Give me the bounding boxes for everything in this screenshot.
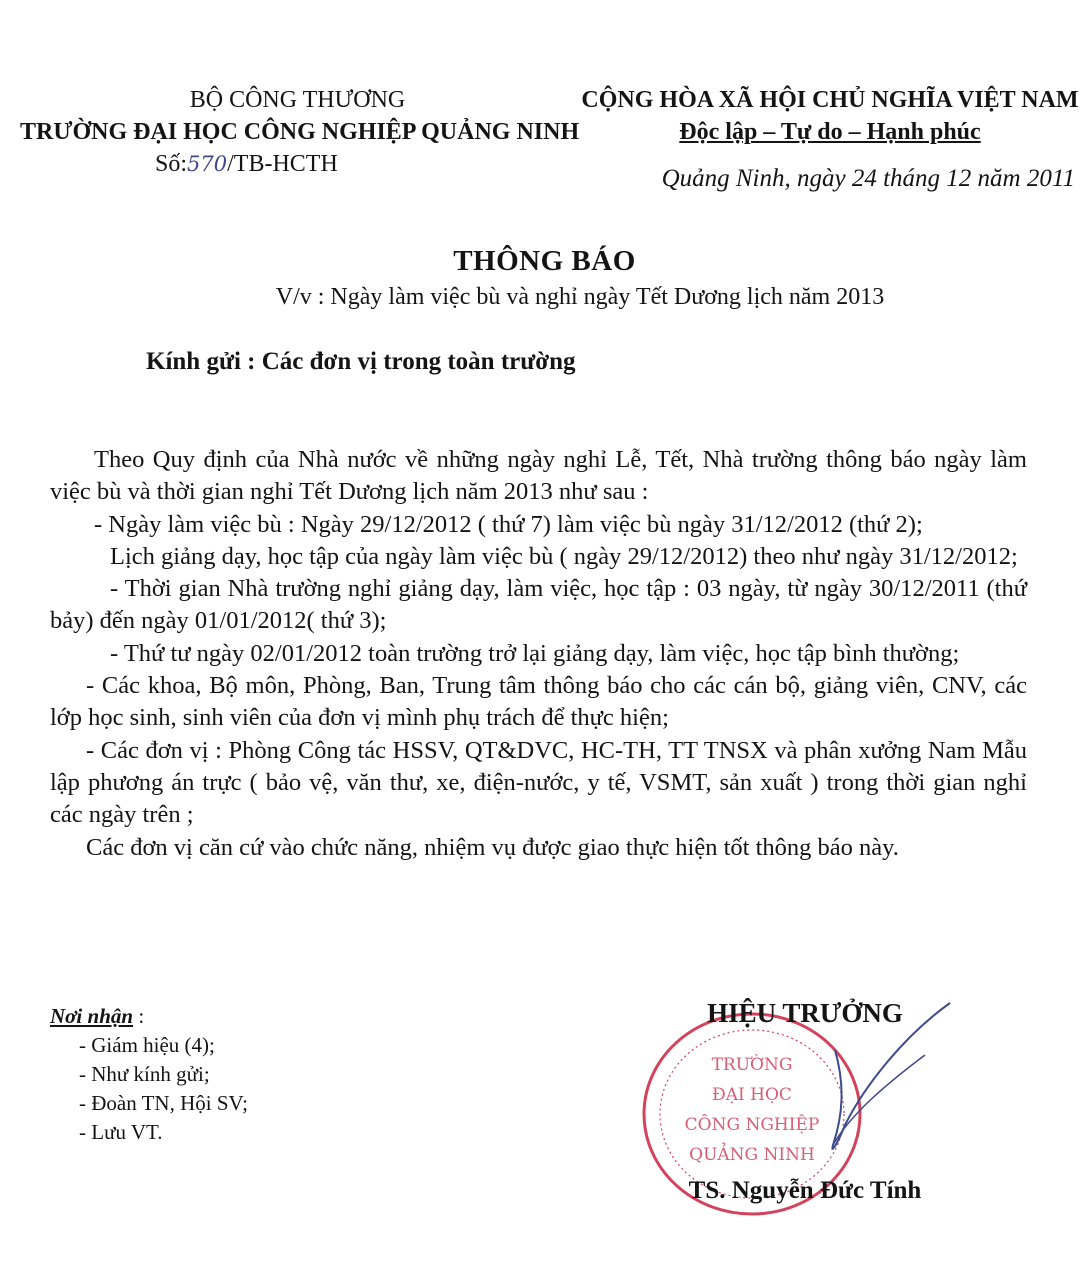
signer-title: HIỆU TRƯỞNG <box>707 998 903 1028</box>
body-paragraph: - Các đơn vị : Phòng Công tác HSSV, QT&DVC, HC-TH, TT TNSX và phân xưởng Nam Mẫu lập phương án trực ( bảo vệ, văn thư, xe, điện-nước, y tế, VSMT, sản xuất ) trong thời gian nghỉ các ngày trên ; <box>50 736 1027 829</box>
recipients-list <box>50 1002 248 1147</box>
seal-line: TRƯỜNG <box>711 1055 793 1075</box>
seal-line: ĐẠI HỌC <box>712 1085 792 1105</box>
body-paragraph: Theo Quy định của Nhà nước về những ngày nghỉ Lễ, Tết, Nhà trường thông báo ngày làm việc bù và thời gian nghỉ Tết Dương lịch năm 2013 như sau : <box>50 446 1027 506</box>
body-paragraph: Các đơn vị căn cứ vào chức năng, nhiệm vụ được giao thực hiện tốt thông báo này. <box>86 833 899 861</box>
seal-line: CÔNG NGHIỆP <box>684 1115 820 1135</box>
seal-line: QUẢNG NINH <box>689 1145 815 1165</box>
recipient-item: - Lưu VT. <box>79 1120 163 1144</box>
document-title: THÔNG BÁO <box>453 245 636 277</box>
body-paragraph: - Các khoa, Bộ môn, Phòng, Ban, Trung tâm thông báo cho các cán bộ, giảng viên, CNV, các lớp học sinh, sinh viên của đơn vị mình phụ trách để thực hiện; <box>50 672 1027 732</box>
ref-prefix: Số: <box>155 151 188 177</box>
recipients-colon: : <box>133 1004 145 1028</box>
document-subject: V/v : Ngày làm việc bù và nghỉ ngày Tết Dương lịch năm 2013 <box>275 284 885 310</box>
ref-suffix: /TB-HCTH <box>227 151 338 177</box>
body-paragraph: - Thứ tư ngày 02/01/2012 toàn trường trở lại giảng dạy, làm việc, học tập bình thường; <box>110 639 960 667</box>
nation-name: CỘNG HÒA XÃ HỘI CHỦ NGHĨA VIỆT NAM <box>581 87 1079 113</box>
nation-block <box>575 84 1085 148</box>
issue-date: Quảng Ninh, ngày 24 tháng 12 năm 2011 <box>661 165 1075 192</box>
ref-number-handwritten: 570 <box>187 152 228 176</box>
recipient-item: - Như kính gửi; <box>79 1062 210 1086</box>
recipient-line: Kính gửi : Các đơn vị trong toàn trường <box>146 348 576 375</box>
reference-number <box>20 148 575 180</box>
issuer-block <box>20 84 580 148</box>
recipient-item: - Giám hiệu (4); <box>79 1033 215 1057</box>
national-motto: Độc lập – Tự do – Hạnh phúc <box>679 119 981 145</box>
body-paragraph: - Thời gian Nhà trường nghỉ giảng dạy, làm việc, học tập : 03 ngày, từ ngày 30/12/2011 (thứ bảy) đến ngày 01/01/2012( thứ 3); <box>50 575 1027 635</box>
recipient-item: - Đoàn TN, Hội SV; <box>79 1091 248 1115</box>
recipients-title: Nơi nhận <box>50 1004 134 1028</box>
body-paragraph: Lịch giảng dạy, học tập của ngày làm việc bù ( ngày 29/12/2012) theo như ngày 31/12/2012; <box>110 542 1018 570</box>
body-paragraph: - Ngày làm việc bù : Ngày 29/12/2012 ( thứ 7) làm việc bù ngày 31/12/2012 (thứ 2); <box>94 510 923 538</box>
document-body <box>50 444 1027 864</box>
ministry-name: BỘ CÔNG THƯƠNG <box>189 87 406 113</box>
signer-name: TS. Nguyễn Đức Tính <box>688 1177 922 1204</box>
school-name: TRƯỜNG ĐẠI HỌC CÔNG NGHIỆP QUẢNG NINH <box>20 119 580 145</box>
